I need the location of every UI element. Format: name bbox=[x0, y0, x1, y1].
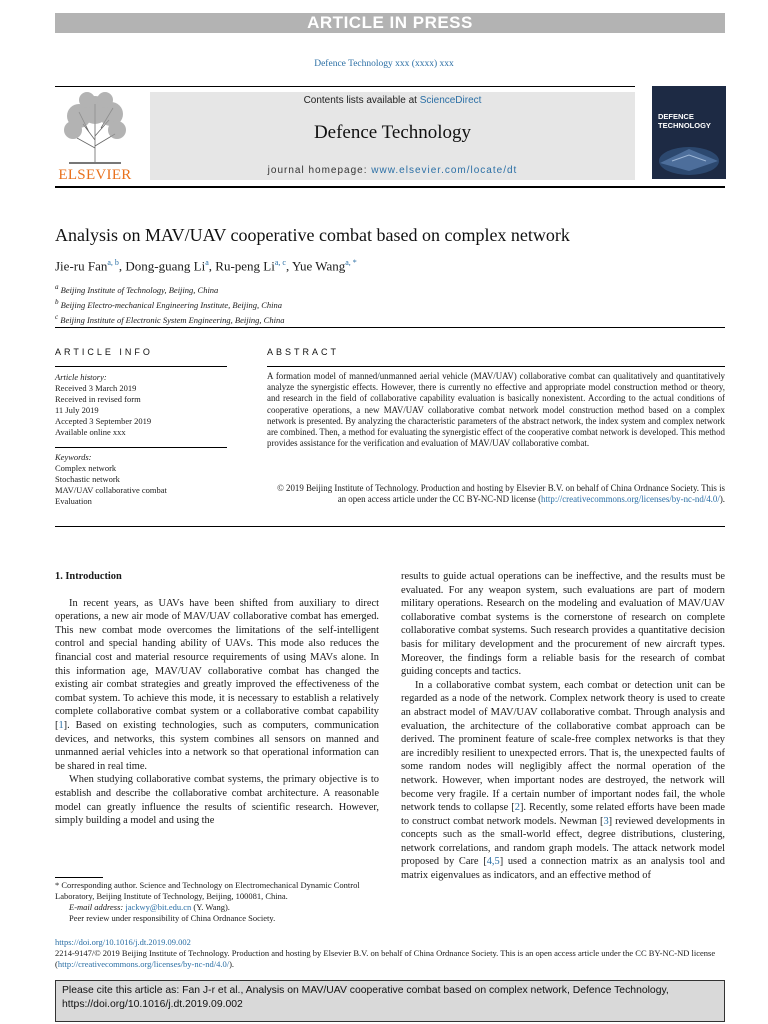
paragraph-text: ]. Recently, some related efforts have been made to construct combat network models. Newman [ bbox=[401, 802, 725, 827]
header-thick-rule bbox=[55, 186, 725, 188]
author-name: Jie-ru Fan bbox=[55, 258, 108, 274]
introduction-heading: 1. Introduction bbox=[55, 571, 122, 582]
corresponding-author-note: * Corresponding author. Science and Technology on Electromechanical Dynamic Control Laboratory, Beijing Institute of Technology, Beijing, 100081, China. bbox=[55, 880, 360, 901]
affiliations bbox=[55, 281, 284, 325]
cover-title bbox=[658, 112, 711, 130]
body-right-column bbox=[401, 570, 725, 883]
cover-title-line1: DEFENCE bbox=[658, 112, 694, 121]
doi-link[interactable]: https://doi.org/10.1016/j.dt.2019.09.002 bbox=[55, 937, 191, 947]
article-history bbox=[55, 372, 151, 438]
affiliation-mark: c bbox=[55, 312, 59, 321]
paragraph-text: ] reviewed developments in concepts such as the small-world effect, degree distributions, clustering, network correlations, and random graph models. The attack network model proposed by Care [ bbox=[401, 815, 725, 868]
email-line bbox=[55, 902, 385, 913]
author-name: Yue Wang bbox=[292, 258, 346, 274]
keywords bbox=[55, 452, 167, 507]
abstract-copyright bbox=[267, 483, 725, 505]
affiliation-item bbox=[55, 311, 284, 326]
paragraph-text: ]. Based on existing technologies, such as computers, communication devices, and networks, this system combines all sensors on manned and unmanned aerial vehicles into a network so that operational information can be shared in real time. bbox=[55, 719, 379, 772]
author-name: Ru-peng Li bbox=[215, 258, 275, 274]
author-name: Dong-guang Li bbox=[125, 258, 206, 274]
keyword-item: Complex network bbox=[55, 463, 117, 473]
author-separator: , bbox=[118, 258, 126, 274]
affiliation-text: Beijing Electro-mechanical Engineering Institute, Beijing, China bbox=[60, 299, 283, 310]
history-item: 11 July 2019 bbox=[55, 405, 99, 415]
body-paragraph: When studying collaborative combat systems, the primary objective is to establish and describe the collaborative combat architecture. A reasonable model can greatly influence the results of scientific research. However, simply building a model and using the bbox=[55, 774, 379, 827]
email-label: E-mail address: bbox=[69, 902, 126, 912]
body-paragraph: results to guide actual operations can be ineffective, and the results must be evaluated. For any weapon system, such evaluations are part of modern military operations. Research on the modeling and evaluation of MAV/UAV collaborative combat systems is the cornerstone of research on complete collaborative combat systems. Such research provides a quantitative decision basis for military development and the procurement of new aircraft types. Moreover, the findings form a reliable basis for the research of combat guiding concepts and tactics. bbox=[401, 571, 725, 678]
affiliation-mark: a bbox=[55, 283, 59, 291]
citation-link[interactable]: 2 bbox=[514, 802, 520, 814]
affiliation-text: Beijing Institute of Technology, Beijing, China bbox=[60, 284, 219, 295]
affiliation-item bbox=[55, 281, 284, 296]
affiliation-mark: b bbox=[55, 297, 59, 306]
author-affiliation-marker[interactable]: a, b bbox=[107, 258, 119, 267]
issn-text: 2214-9147/© 2019 Beijing Institute of Technology. Production and hosting by Elsevier B.V. on behalf of China Ordnance Society. This is an open access article under the CC BY-NC-ND license ( bbox=[55, 948, 716, 969]
homepage-prefix: journal homepage: bbox=[267, 165, 372, 176]
paragraph-text: In a collaborative combat system, each combat or detection unit can be regarded as a node of the network. Complex network theory is used to create an abstract model of MAV/UAV collaborative combat. Through analysis and evaluation, the architecture of the collaborative combat approach can be derived. The prominent feature of scale-free complex networks is that they are incredibly resilient to unexpected errors. That is, the unexpected faults of some random nodes will negligibly affect the normal operation of the network. However, when important nodes are destroyed, the network will become very fragile. If a certain number of important nodes fail, the whole network tends to collapse [ bbox=[401, 679, 725, 814]
keyword-item: Stochastic network bbox=[55, 474, 120, 484]
title-rule bbox=[55, 327, 725, 328]
journal-name: Defence Technology bbox=[313, 122, 472, 143]
contents-prefix: Contents lists available at bbox=[303, 95, 420, 106]
cover-art-icon bbox=[652, 131, 726, 179]
contents-line bbox=[150, 95, 635, 106]
license-link[interactable]: http://creativecommons.org/licenses/by-nc-nd/4.0/ bbox=[541, 494, 720, 505]
affiliation-item bbox=[55, 296, 284, 311]
author-affiliation-marker[interactable]: a, * bbox=[345, 258, 357, 267]
email-suffix: (Y. Wang). bbox=[191, 902, 230, 912]
author-list bbox=[55, 258, 357, 274]
history-item: Received 3 March 2019 bbox=[55, 383, 137, 393]
bottom-license-block bbox=[55, 937, 725, 970]
author-affiliation-marker[interactable]: a, c bbox=[274, 258, 286, 267]
homepage-link[interactable]: www.elsevier.com/locate/dt bbox=[371, 165, 518, 176]
footnote-rule bbox=[55, 877, 103, 878]
cover-title-line2: TECHNOLOGY bbox=[658, 121, 711, 130]
abstract-text: A formation model of manned/unmanned aerial vehicle (MAV/UAV) collaborative combat can qualitatively and quantitatively analyze the synergistic effects. However, there is currently no effective and appropriate model construction method or theory, and research in the field of collaborative capability evaluation is basically nonexistent. According to the actual conditions of cooperative operations, a new MAV/UAV collaborative combat network model construction method based on a complex network is presented. By analyzing the characteristic parameters of the abstract network, the index system and complex network are combined. Then, a method for evaluating the synergistic effect of the cooperative combat network is developed. This method provides assistance for the verification and evaluation of MAV/UAV collaborative combat. bbox=[267, 371, 725, 449]
article-in-press-banner: ARTICLE IN PRESS bbox=[55, 13, 725, 33]
paragraph-text: In recent years, as UAVs have been shifted from auxiliary to direct operations, a new air mode of MAV/UAV collaborative combat has emerged. This new combat mode overcomes the limitations of the self-intelligent control and special handing ability of UAVs. This mode also reduces the financial cost and material resource requirements of using MAVs alone. In this information age, MAV/UAV collaborative combat has changed the existing air combat strategies and greatly improved the effectiveness of the combat system. To achieve this mode, it is necessary to establish a relatively complete collaborative combat system or a collaborative combat capability [ bbox=[55, 597, 379, 731]
history-item: Available online xxx bbox=[55, 427, 126, 437]
license-link[interactable]: http://creativecommons.org/licenses/by-nc-nd/4.0/ bbox=[57, 959, 230, 969]
keywords-rule bbox=[55, 447, 227, 448]
author-affiliation-marker[interactable]: a bbox=[205, 258, 209, 267]
article-info-heading: ARTICLE INFO bbox=[55, 347, 153, 357]
history-item: Received in revised form bbox=[55, 394, 141, 404]
author-separator: , bbox=[208, 258, 216, 274]
keyword-item: MAV/UAV collaborative combat bbox=[55, 485, 167, 495]
abstract-rule bbox=[267, 366, 725, 367]
journal-header-box bbox=[150, 92, 635, 180]
journal-reference-link[interactable]: Defence Technology xxx (xxxx) xxx bbox=[314, 59, 454, 69]
citation-box: Please cite this article as: Fan J-r et al., Analysis on MAV/UAV cooperative combat based on complex network, Defence Technology, https://doi.org/10.1016/j.dt.2019.09.002 bbox=[55, 980, 725, 1022]
email-link[interactable]: jackwy@bit.edu.cn bbox=[125, 902, 192, 912]
homepage-line bbox=[150, 165, 635, 176]
abstract-heading: ABSTRACT bbox=[267, 347, 340, 357]
copyright-end: ). bbox=[719, 494, 725, 505]
keywords-label: Keywords: bbox=[55, 452, 92, 462]
publisher-name: ELSEVIER bbox=[58, 167, 132, 183]
journal-cover-image bbox=[652, 86, 726, 179]
body-left-column bbox=[55, 570, 379, 828]
header-rule bbox=[55, 86, 635, 87]
abstract-bottom-rule bbox=[55, 526, 725, 527]
paragraph-text: ] used a connection matrix as an analysis tool and matrix eigenvalues as indicators, and an effective method of bbox=[401, 856, 725, 882]
body-paragraph bbox=[401, 679, 725, 883]
affiliation-text: Beijing Institute of Electronic System Engineering, Beijing, China bbox=[60, 314, 285, 325]
body-paragraph bbox=[55, 597, 379, 774]
article-info-rule bbox=[55, 366, 227, 367]
citation-link[interactable]: 4,5 bbox=[486, 856, 500, 868]
footnote bbox=[55, 880, 385, 924]
citation-link[interactable]: 3 bbox=[603, 815, 609, 827]
history-item: Accepted 3 September 2019 bbox=[55, 416, 152, 426]
copyright-text: © 2019 Beijing Institute of Technology. Production and hosting by Elsevier B.V. on behalf of China Ordnance Society. This is an open access article under the CC BY-NC-ND license ( bbox=[277, 483, 725, 505]
paper-title: Analysis on MAV/UAV cooperative combat based on complex network bbox=[55, 225, 570, 245]
author-separator: , bbox=[285, 258, 292, 274]
citation-link[interactable]: 1 bbox=[58, 719, 64, 731]
issn-line bbox=[55, 948, 725, 970]
issn-end: ). bbox=[229, 959, 235, 969]
sciencedirect-link[interactable]: ScienceDirect bbox=[419, 95, 482, 106]
history-label: Article history: bbox=[55, 372, 107, 382]
peer-review-note: Peer review under responsibility of China Ordnance Society. bbox=[69, 913, 276, 923]
keyword-item: Evaluation bbox=[55, 496, 92, 506]
